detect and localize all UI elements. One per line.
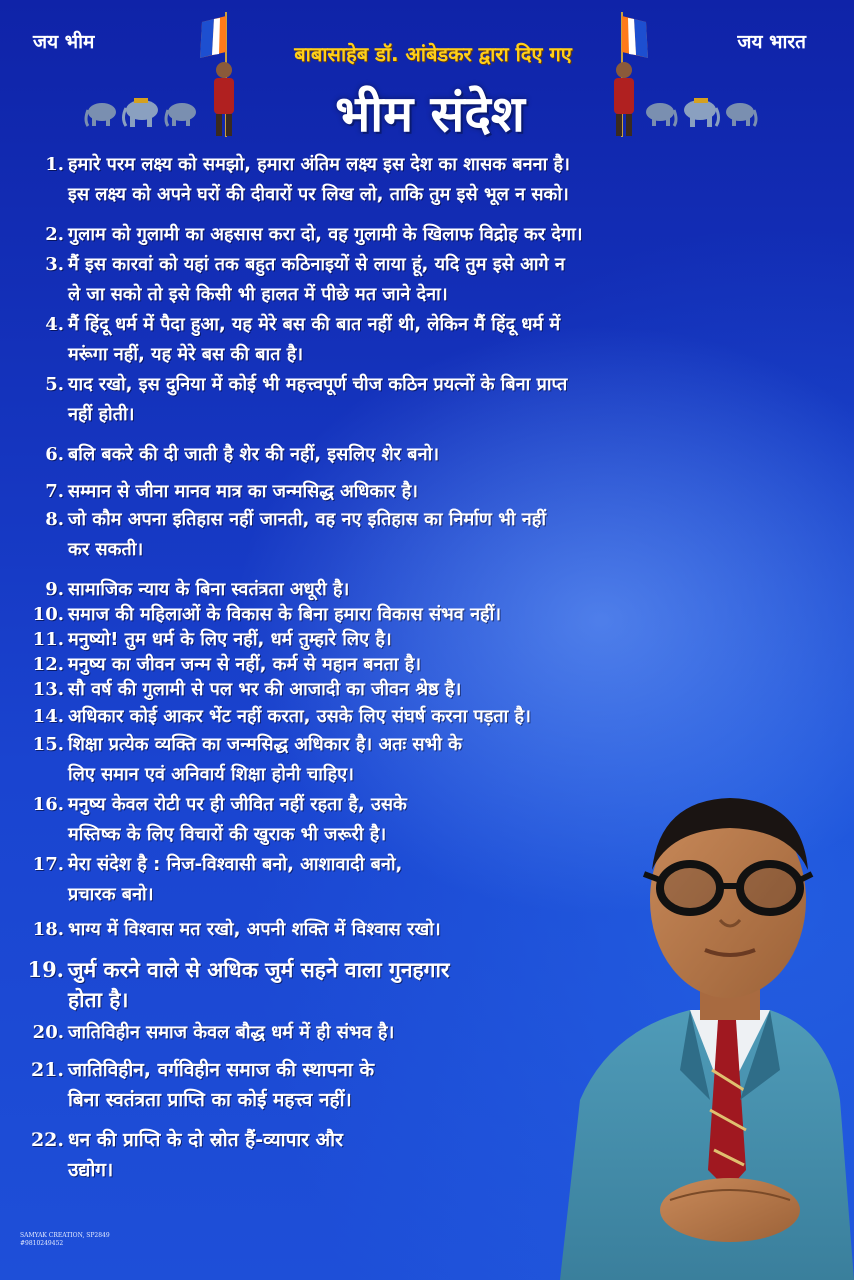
message-text <box>68 370 567 430</box>
message-number: 22. <box>30 1129 64 1151</box>
message-number: 5. <box>45 374 64 395</box>
message-line: मैं इस कारवां को यहां तक बहुत कठिनाइयों से लाया हूं, यदि तुम इसे आगे न <box>68 254 565 275</box>
message-number: 18. <box>32 919 64 940</box>
message-line: इस लक्ष्य को अपने घरों की दीवारों पर लिख लो, ताकि तुम इसे भूल न सको। <box>68 184 569 205</box>
message-line: मस्तिष्क के लिए विचारों की खुराक भी जरूरी है। <box>68 824 387 845</box>
message-line: ले जा सको तो इसे किसी भी हालत में पीछे मत जाने देना। <box>68 284 448 305</box>
message-line: हमारे परम लक्ष्य को समझो, हमारा अंतिम लक्ष्य इस देश का शासक बनना है। <box>68 154 570 175</box>
message-text <box>68 440 439 470</box>
message-line: समाज की महिलाओं के विकास के बिना हमारा विकास संभव नहीं। <box>68 604 502 625</box>
message-line: जातिविहीन समाज केवल बौद्ध धर्म में ही संभव है। <box>68 1022 395 1043</box>
message-text <box>68 1055 374 1115</box>
message-text <box>68 1125 343 1185</box>
message-text <box>68 1018 394 1048</box>
ambedkar-portrait-image <box>540 770 854 1280</box>
left-elephants-icon <box>84 94 202 128</box>
message-text <box>68 250 565 310</box>
publisher-phone: #9810249452 <box>20 1240 64 1247</box>
message-line: सामाजिक न्याय के बिना स्वतंत्रता अधूरी है। <box>68 579 350 600</box>
message-line: अधिकार कोई आकर भेंट नहीं करता, उसके लिए संघर्ष करना पड़ता है। <box>68 706 531 727</box>
message-line: भाग्य में विश्वास मत रखो, अपनी शक्ति में विश्वास रखो। <box>68 919 441 940</box>
message-text <box>68 955 450 1015</box>
message-line: कर सकती। <box>68 539 144 560</box>
jai-bharat-label: जय भारत <box>737 31 806 53</box>
message-line: धन की प्राप्ति के दो स्रोत हैं-व्यापार और <box>68 1129 343 1151</box>
message-text <box>68 310 560 370</box>
message-line: मनुष्यो! तुम धर्म के लिए नहीं, धर्म तुम्हारे लिए है। <box>68 629 392 650</box>
message-number: 19. <box>27 957 64 982</box>
message-number: 20. <box>32 1022 64 1043</box>
message-line: मरूंगा नहीं, यह मेरे बस की बात है। <box>68 344 304 365</box>
publisher-name: SAMYAK CREATION, SP2849 <box>20 1232 110 1239</box>
message-number: 13. <box>32 679 64 700</box>
message-number: 9. <box>45 579 64 600</box>
jai-bhim-label: जय भीम <box>33 31 95 53</box>
message-number: 14. <box>32 706 64 727</box>
message-number: 12. <box>32 654 64 675</box>
message-line: नहीं होती। <box>68 404 135 425</box>
message-text <box>68 675 461 705</box>
message-text <box>68 150 570 210</box>
poster-title: भीम संदेश <box>335 84 525 143</box>
message-text <box>68 220 583 250</box>
message-line: उद्योग। <box>68 1159 114 1181</box>
message-number: 8. <box>45 509 64 530</box>
message-number: 3. <box>45 254 64 275</box>
message-number: 21. <box>30 1059 64 1081</box>
message-line: गुलाम को गुलामी का अहसास करा दो, वह गुलामी के खिलाफ विद्रोह कर देगा। <box>68 224 583 245</box>
message-number: 11. <box>32 629 64 650</box>
message-text <box>68 850 402 910</box>
message-line: सम्मान से जीना मानव मात्र का जन्मसिद्ध अधिकार है। <box>68 481 418 502</box>
message-line: बिना स्वतंत्रता प्राप्ति का कोई महत्त्व नहीं। <box>68 1089 352 1111</box>
message-number: 10. <box>32 604 64 625</box>
message-line: प्रचारक बनो। <box>68 884 154 905</box>
message-text <box>68 702 531 732</box>
message-number: 1. <box>45 154 64 175</box>
message-number: 2. <box>45 224 64 245</box>
message-line: सौ वर्ष की गुलामी से पल भर की आजादी का जीवन श्रेष्ठ है। <box>68 679 462 700</box>
message-text <box>68 915 441 945</box>
message-line: मेरा संदेश है : निज-विश्वासी बनो, आशावादी बनो, <box>68 854 403 875</box>
message-number: 16. <box>32 794 64 815</box>
message-number: 17. <box>32 854 64 875</box>
message-number: 7. <box>45 481 64 502</box>
message-line: जो कौम अपना इतिहास नहीं जानती, वह नए इतिहास का निर्माण भी नहीं <box>68 509 546 530</box>
message-text <box>68 730 462 790</box>
publisher-credit <box>20 1232 110 1248</box>
message-text <box>68 505 546 565</box>
message-line: मनुष्य केवल रोटी पर ही जीवित नहीं रहता है, उसके <box>68 794 407 815</box>
message-line: जुर्म करने वाले से अधिक जुर्म सहने वाला गुनहगार <box>68 958 450 982</box>
message-number: 6. <box>45 444 64 465</box>
message-line: शिक्षा प्रत्येक व्यक्ति का जन्मसिद्ध अधिकार है। अतः सभी के <box>68 734 462 755</box>
message-line: जातिविहीन, वर्गविहीन समाज की स्थापना के <box>68 1059 375 1081</box>
message-number: 15. <box>32 734 64 755</box>
message-number: 4. <box>45 314 64 335</box>
right-elephants-icon <box>640 94 758 128</box>
message-text <box>68 477 418 507</box>
message-line: मनुष्य का जीवन जन्म से नहीं, कर्म से महान बनता है। <box>68 654 422 675</box>
message-line: याद रखो, इस दुनिया में कोई भी महत्त्वपूर्ण चीज कठिन प्रयत्नों के बिना प्राप्त <box>68 374 568 395</box>
poster-subtitle: बाबासाहेब डॉ. आंबेडकर द्वारा दिए गए <box>294 42 572 66</box>
message-line: लिए समान एवं अनिवार्य शिक्षा होनी चाहिए। <box>68 764 354 785</box>
message-line: मैं हिंदू धर्म में पैदा हुआ, यह मेरे बस की बात नहीं थी, लेकिन मैं हिंदू धर्म में <box>68 314 561 335</box>
message-text <box>68 790 407 850</box>
message-line: बलि बकरे की दी जाती है शेर की नहीं, इसलिए शेर बनो। <box>68 444 440 465</box>
message-line: होता है। <box>68 988 129 1012</box>
